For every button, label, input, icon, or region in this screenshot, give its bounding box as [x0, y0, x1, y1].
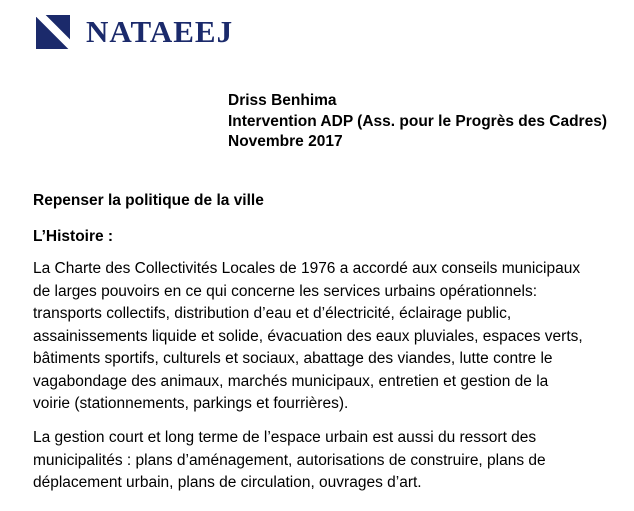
line: La gestion court et long terme de l’espace urbain est aussi du ressort des — [33, 429, 537, 446]
logo-mark-icon — [36, 15, 70, 49]
line: assainissements liquide et solide, évacuation des eaux pluviales, espaces verts, — [33, 327, 583, 345]
line: déplacement urbain, plans de circulation, ouvrages d’art. — [33, 474, 422, 491]
line: municipalités : plans d’aménagement, autorisations de construire, plans de — [33, 451, 546, 469]
line: voirie (stationnements, parkings et fourrières). — [33, 395, 349, 412]
line: vagabondage des animaux, marchés municipaux, entretien et gestion de la — [33, 372, 549, 390]
paragraph-1 — [33, 258, 623, 416]
section-heading: L’Histoire : — [33, 228, 114, 245]
event: Intervention ADP (Ass. pour le Progrès des Cadres) — [228, 112, 607, 130]
line: transports collectifs, distribution d’eau et d’électricité, éclairage public, — [33, 305, 512, 322]
document-header — [228, 91, 607, 153]
document-title: Repenser la politique de la ville — [33, 192, 264, 209]
line: La Charte des Collectivités Locales de 1976 a accordé aux conseils municipaux — [33, 260, 581, 277]
logo-text: NATAEEJ — [86, 14, 234, 49]
line: de larges pouvoirs en ce qui concerne les services urbains opérationnels: — [33, 282, 538, 300]
nataeej-logo — [36, 14, 233, 50]
author: Driss Benhima — [228, 92, 337, 109]
line: bâtiments sportifs, culturels et sociaux, abattage des viandes, lutte contre le — [33, 350, 553, 367]
date: Novembre 2017 — [228, 133, 343, 150]
paragraph-2 — [33, 427, 623, 495]
